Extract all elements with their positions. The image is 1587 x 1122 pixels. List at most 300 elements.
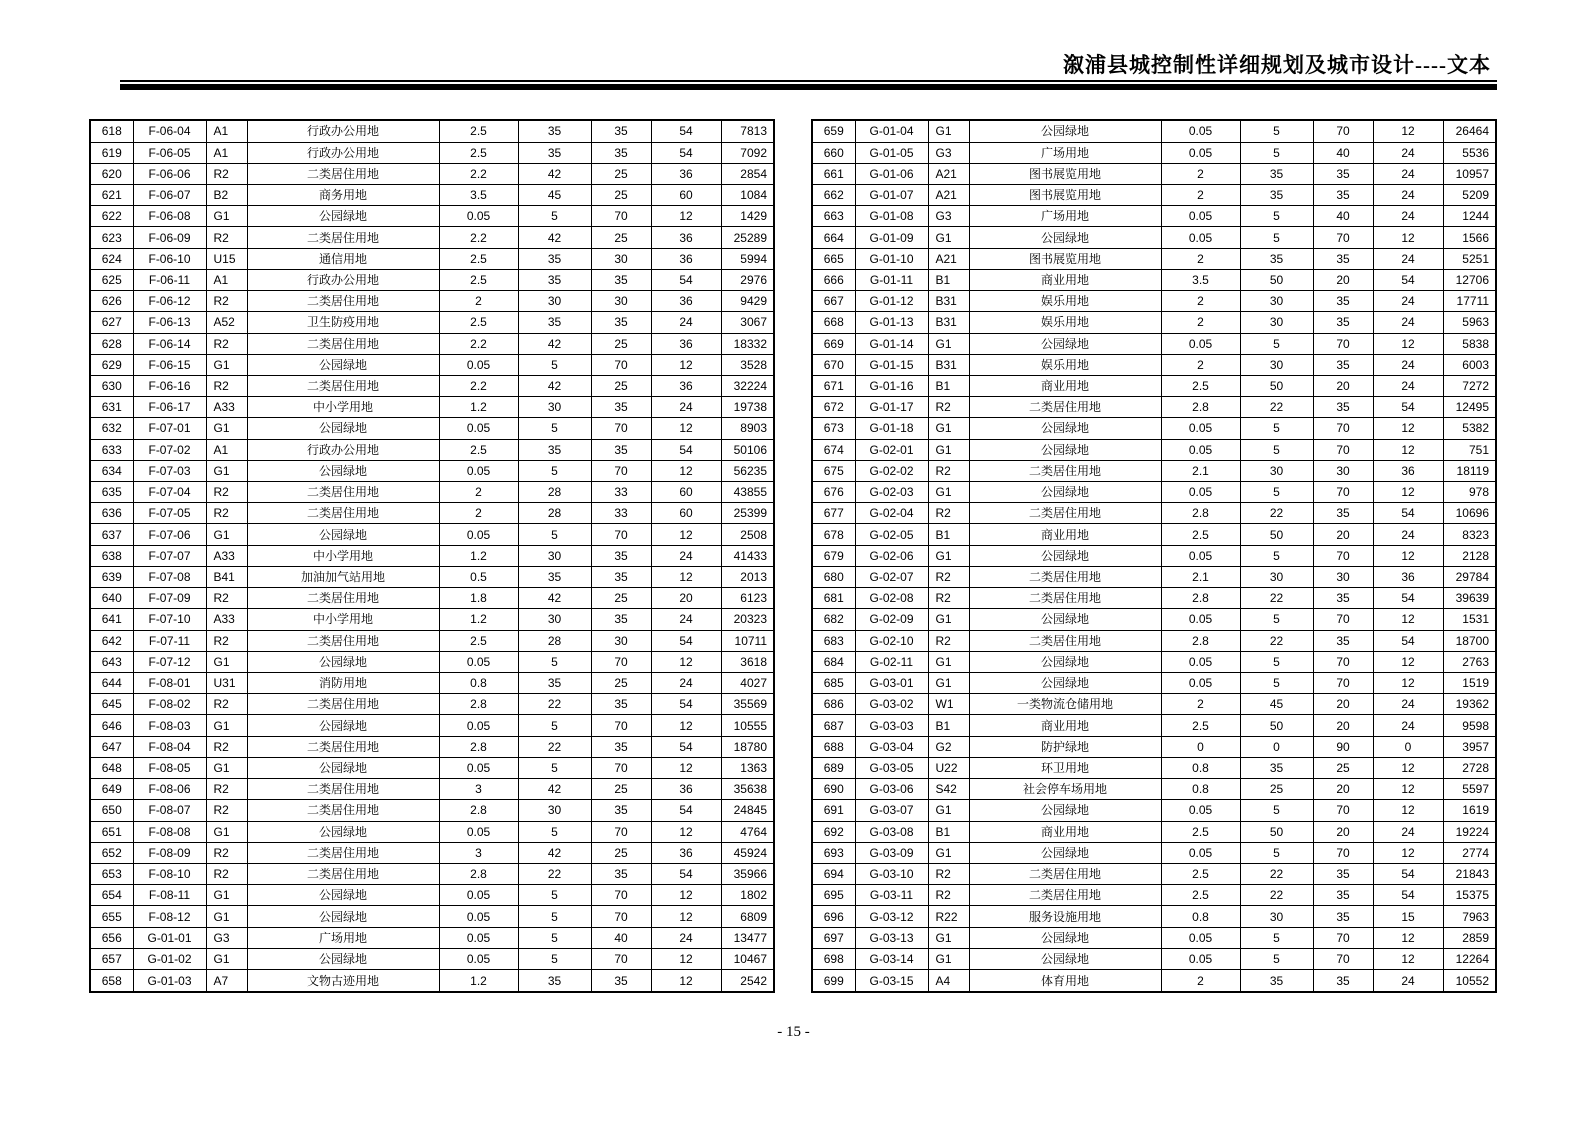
cell-row-number: 627 [90, 312, 133, 333]
cell-green-rate: 35 [591, 142, 651, 163]
table-row [90, 248, 774, 269]
cell-building-density: 42 [518, 333, 591, 354]
cell-land-area: 1429 [721, 206, 774, 227]
cell-height-limit: 12 [1373, 779, 1443, 800]
table-row [90, 503, 774, 524]
cell-building-density: 35 [518, 248, 591, 269]
cell-parcel-id: F-08-09 [133, 842, 206, 863]
cell-green-rate: 70 [591, 354, 651, 375]
cell-row-number: 673 [812, 418, 855, 439]
cell-green-rate: 35 [1313, 885, 1373, 906]
cell-land-area: 12495 [1443, 397, 1496, 418]
cell-building-density: 30 [518, 545, 591, 566]
cell-parcel-id: G-02-11 [855, 651, 928, 672]
cell-parcel-id: G-01-15 [855, 354, 928, 375]
cell-green-rate: 70 [591, 524, 651, 545]
cell-height-limit: 12 [651, 418, 721, 439]
cell-landuse-code: B2 [206, 184, 247, 205]
cell-building-density: 5 [1240, 418, 1313, 439]
cell-height-limit: 12 [651, 948, 721, 969]
cell-landuse-name: 中小学用地 [247, 397, 439, 418]
cell-land-area: 2774 [1443, 842, 1496, 863]
cell-row-number: 654 [90, 885, 133, 906]
cell-green-rate: 30 [591, 630, 651, 651]
cell-landuse-code: R2 [206, 800, 247, 821]
cell-row-number: 670 [812, 354, 855, 375]
cell-green-rate: 70 [1313, 948, 1373, 969]
cell-landuse-name: 公园绿地 [247, 524, 439, 545]
cell-landuse-name: 公园绿地 [969, 439, 1161, 460]
table-row [90, 142, 774, 163]
cell-landuse-code: G1 [206, 757, 247, 778]
cell-plot-ratio: 0.05 [439, 524, 518, 545]
cell-green-rate: 70 [1313, 418, 1373, 439]
cell-building-density: 22 [1240, 588, 1313, 609]
cell-landuse-name: 图书展览用地 [969, 163, 1161, 184]
table-row [90, 736, 774, 757]
cell-landuse-code: G1 [206, 948, 247, 969]
cell-landuse-name: 公园绿地 [969, 418, 1161, 439]
cell-land-area: 18119 [1443, 460, 1496, 481]
cell-land-area: 5536 [1443, 142, 1496, 163]
cell-land-area: 1244 [1443, 206, 1496, 227]
cell-plot-ratio: 1.2 [439, 970, 518, 992]
cell-land-area: 13477 [721, 927, 774, 948]
table-row [812, 120, 1496, 142]
cell-parcel-id: G-01-18 [855, 418, 928, 439]
cell-parcel-id: F-06-13 [133, 312, 206, 333]
cell-land-area: 6809 [721, 906, 774, 927]
cell-height-limit: 12 [1373, 120, 1443, 142]
cell-building-density: 35 [518, 566, 591, 587]
cell-green-rate: 25 [591, 779, 651, 800]
cell-land-area: 18780 [721, 736, 774, 757]
cell-row-number: 691 [812, 800, 855, 821]
table-row [90, 800, 774, 821]
table-row [812, 333, 1496, 354]
cell-landuse-code: G3 [928, 142, 969, 163]
cell-row-number: 641 [90, 609, 133, 630]
cell-plot-ratio: 2.5 [439, 439, 518, 460]
cell-row-number: 652 [90, 842, 133, 863]
cell-row-number: 676 [812, 482, 855, 503]
cell-landuse-code: G3 [928, 206, 969, 227]
cell-plot-ratio: 0.05 [439, 885, 518, 906]
cell-parcel-id: F-07-07 [133, 545, 206, 566]
cell-land-area: 50106 [721, 439, 774, 460]
cell-landuse-name: 商业用地 [969, 715, 1161, 736]
cell-parcel-id: G-01-13 [855, 312, 928, 333]
cell-height-limit: 12 [1373, 673, 1443, 694]
table-row [812, 248, 1496, 269]
cell-landuse-name: 公园绿地 [969, 948, 1161, 969]
cell-building-density: 50 [1240, 269, 1313, 290]
cell-parcel-id: G-03-05 [855, 757, 928, 778]
page-number: - 15 - [777, 1024, 810, 1040]
cell-building-density: 45 [518, 184, 591, 205]
cell-row-number: 644 [90, 673, 133, 694]
cell-land-area: 2013 [721, 566, 774, 587]
cell-landuse-name: 行政办公用地 [247, 120, 439, 142]
cell-green-rate: 70 [1313, 842, 1373, 863]
table-row [90, 906, 774, 927]
cell-building-density: 5 [518, 927, 591, 948]
cell-landuse-code: A33 [206, 545, 247, 566]
cell-building-density: 5 [518, 418, 591, 439]
cell-parcel-id: G-01-12 [855, 291, 928, 312]
cell-green-rate: 70 [1313, 609, 1373, 630]
cell-landuse-code: B1 [928, 715, 969, 736]
cell-row-number: 622 [90, 206, 133, 227]
cell-landuse-code: G1 [206, 206, 247, 227]
cell-row-number: 643 [90, 651, 133, 672]
cell-landuse-code: U31 [206, 673, 247, 694]
cell-height-limit: 12 [1373, 439, 1443, 460]
cell-green-rate: 35 [591, 269, 651, 290]
cell-landuse-name: 二类居住用地 [969, 863, 1161, 884]
cell-height-limit: 24 [651, 673, 721, 694]
cell-landuse-code: B31 [928, 354, 969, 375]
cell-row-number: 682 [812, 609, 855, 630]
cell-land-area: 10555 [721, 715, 774, 736]
cell-land-area: 15375 [1443, 885, 1496, 906]
cell-height-limit: 54 [651, 142, 721, 163]
table-row [90, 630, 774, 651]
cell-parcel-id: F-07-03 [133, 460, 206, 481]
cell-row-number: 669 [812, 333, 855, 354]
cell-building-density: 5 [1240, 142, 1313, 163]
cell-landuse-name: 公园绿地 [969, 927, 1161, 948]
cell-parcel-id: F-06-06 [133, 163, 206, 184]
table-row [90, 482, 774, 503]
cell-land-area: 26464 [1443, 120, 1496, 142]
cell-row-number: 647 [90, 736, 133, 757]
cell-landuse-code: R2 [928, 630, 969, 651]
table-row [90, 651, 774, 672]
cell-plot-ratio: 0.8 [439, 673, 518, 694]
table-row [812, 163, 1496, 184]
cell-row-number: 674 [812, 439, 855, 460]
cell-parcel-id: F-06-05 [133, 142, 206, 163]
table-row [812, 651, 1496, 672]
cell-green-rate: 30 [591, 291, 651, 312]
cell-green-rate: 70 [1313, 800, 1373, 821]
cell-row-number: 688 [812, 736, 855, 757]
cell-green-rate: 35 [591, 397, 651, 418]
table-row [90, 269, 774, 290]
table-row [90, 418, 774, 439]
cell-row-number: 623 [90, 227, 133, 248]
cell-green-rate: 70 [1313, 545, 1373, 566]
cell-parcel-id: G-02-06 [855, 545, 928, 566]
cell-green-rate: 70 [591, 757, 651, 778]
cell-height-limit: 36 [651, 291, 721, 312]
cell-plot-ratio: 0.05 [1161, 948, 1240, 969]
cell-height-limit: 54 [1373, 397, 1443, 418]
table-row [90, 948, 774, 969]
cell-landuse-name: 公园绿地 [969, 333, 1161, 354]
cell-height-limit: 12 [651, 651, 721, 672]
cell-landuse-name: 防护绿地 [969, 736, 1161, 757]
cell-plot-ratio: 0.05 [1161, 842, 1240, 863]
cell-landuse-code: R2 [928, 588, 969, 609]
cell-landuse-name: 商业用地 [969, 821, 1161, 842]
cell-landuse-code: R2 [928, 863, 969, 884]
cell-land-area: 1531 [1443, 609, 1496, 630]
cell-height-limit: 54 [1373, 863, 1443, 884]
cell-row-number: 637 [90, 524, 133, 545]
cell-height-limit: 24 [1373, 142, 1443, 163]
cell-row-number: 686 [812, 694, 855, 715]
cell-land-area: 5251 [1443, 248, 1496, 269]
cell-building-density: 5 [518, 524, 591, 545]
cell-green-rate: 25 [591, 333, 651, 354]
cell-land-area: 41433 [721, 545, 774, 566]
cell-landuse-code: R2 [206, 291, 247, 312]
cell-landuse-name: 二类居住用地 [969, 630, 1161, 651]
table-row [812, 566, 1496, 587]
cell-row-number: 697 [812, 927, 855, 948]
cell-building-density: 42 [518, 375, 591, 396]
cell-building-density: 5 [1240, 439, 1313, 460]
cell-land-area: 1802 [721, 885, 774, 906]
cell-landuse-name: 文物古迹用地 [247, 970, 439, 992]
cell-parcel-id: F-07-02 [133, 439, 206, 460]
cell-row-number: 638 [90, 545, 133, 566]
cell-plot-ratio: 2 [439, 482, 518, 503]
cell-land-area: 9429 [721, 291, 774, 312]
cell-green-rate: 30 [1313, 460, 1373, 481]
cell-land-area: 19738 [721, 397, 774, 418]
land-use-table-right [811, 119, 1497, 993]
cell-plot-ratio: 0.05 [1161, 206, 1240, 227]
cell-building-density: 5 [1240, 927, 1313, 948]
cell-green-rate: 35 [1313, 630, 1373, 651]
cell-building-density: 35 [1240, 757, 1313, 778]
cell-parcel-id: G-03-02 [855, 694, 928, 715]
cell-landuse-code: G3 [206, 927, 247, 948]
cell-landuse-code: A33 [206, 609, 247, 630]
cell-height-limit: 54 [651, 800, 721, 821]
cell-building-density: 5 [518, 906, 591, 927]
cell-landuse-code: R2 [206, 482, 247, 503]
cell-row-number: 662 [812, 184, 855, 205]
cell-landuse-code: G1 [928, 333, 969, 354]
cell-row-number: 619 [90, 142, 133, 163]
cell-landuse-name: 公园绿地 [247, 821, 439, 842]
cell-parcel-id: G-01-04 [855, 120, 928, 142]
cell-green-rate: 35 [591, 736, 651, 757]
cell-green-rate: 20 [1313, 375, 1373, 396]
cell-landuse-name: 公园绿地 [969, 609, 1161, 630]
cell-landuse-name: 二类居住用地 [247, 736, 439, 757]
cell-parcel-id: G-02-07 [855, 566, 928, 587]
cell-landuse-name: 二类居住用地 [247, 227, 439, 248]
cell-landuse-name: 中小学用地 [247, 609, 439, 630]
cell-landuse-name: 广场用地 [969, 206, 1161, 227]
cell-land-area: 10957 [1443, 163, 1496, 184]
cell-landuse-code: R2 [206, 630, 247, 651]
cell-land-area: 19224 [1443, 821, 1496, 842]
cell-land-area: 24845 [721, 800, 774, 821]
cell-landuse-name: 公园绿地 [247, 460, 439, 481]
cell-row-number: 653 [90, 863, 133, 884]
cell-land-area: 9598 [1443, 715, 1496, 736]
cell-green-rate: 20 [1313, 524, 1373, 545]
cell-land-area: 4027 [721, 673, 774, 694]
cell-land-area: 1363 [721, 757, 774, 778]
cell-plot-ratio: 0.05 [1161, 673, 1240, 694]
cell-land-area: 5994 [721, 248, 774, 269]
cell-green-rate: 35 [591, 439, 651, 460]
cell-parcel-id: G-01-16 [855, 375, 928, 396]
cell-row-number: 635 [90, 482, 133, 503]
cell-landuse-name: 二类居住用地 [247, 291, 439, 312]
cell-landuse-code: A7 [206, 970, 247, 992]
table-row [812, 375, 1496, 396]
cell-landuse-name: 图书展览用地 [969, 184, 1161, 205]
cell-building-density: 5 [518, 757, 591, 778]
cell-land-area: 43855 [721, 482, 774, 503]
cell-land-area: 25399 [721, 503, 774, 524]
cell-plot-ratio: 1.2 [439, 545, 518, 566]
table-row [90, 609, 774, 630]
cell-plot-ratio: 2.5 [1161, 524, 1240, 545]
table-row [90, 863, 774, 884]
cell-green-rate: 25 [591, 673, 651, 694]
cell-row-number: 694 [812, 863, 855, 884]
table-row [90, 715, 774, 736]
cell-land-area: 35569 [721, 694, 774, 715]
cell-height-limit: 12 [651, 821, 721, 842]
cell-height-limit: 24 [1373, 184, 1443, 205]
cell-row-number: 642 [90, 630, 133, 651]
cell-plot-ratio: 2.1 [1161, 460, 1240, 481]
cell-building-density: 22 [518, 736, 591, 757]
table-row [812, 227, 1496, 248]
table-row [812, 588, 1496, 609]
table-row [90, 397, 774, 418]
cell-parcel-id: G-03-07 [855, 800, 928, 821]
cell-parcel-id: F-06-11 [133, 269, 206, 290]
cell-plot-ratio: 0.05 [1161, 927, 1240, 948]
cell-parcel-id: F-08-01 [133, 673, 206, 694]
cell-row-number: 678 [812, 524, 855, 545]
cell-green-rate: 20 [1313, 715, 1373, 736]
cell-land-area: 978 [1443, 482, 1496, 503]
cell-building-density: 5 [1240, 948, 1313, 969]
cell-row-number: 659 [812, 120, 855, 142]
cell-row-number: 696 [812, 906, 855, 927]
cell-landuse-code: G1 [206, 885, 247, 906]
cell-green-rate: 70 [1313, 227, 1373, 248]
cell-land-area: 5382 [1443, 418, 1496, 439]
cell-building-density: 30 [518, 397, 591, 418]
cell-height-limit: 12 [1373, 948, 1443, 969]
cell-row-number: 628 [90, 333, 133, 354]
table-row [812, 524, 1496, 545]
cell-landuse-code: B1 [928, 269, 969, 290]
cell-green-rate: 35 [1313, 354, 1373, 375]
cell-height-limit: 12 [1373, 800, 1443, 821]
cell-land-area: 17711 [1443, 291, 1496, 312]
cell-green-rate: 25 [1313, 757, 1373, 778]
cell-landuse-code: R2 [206, 863, 247, 884]
cell-parcel-id: G-01-03 [133, 970, 206, 992]
cell-plot-ratio: 3.5 [439, 184, 518, 205]
table-row [812, 970, 1496, 992]
cell-landuse-code: R2 [206, 588, 247, 609]
cell-land-area: 10552 [1443, 970, 1496, 992]
cell-building-density: 30 [1240, 906, 1313, 927]
cell-plot-ratio: 2 [1161, 163, 1240, 184]
cell-parcel-id: F-08-11 [133, 885, 206, 906]
cell-parcel-id: F-07-10 [133, 609, 206, 630]
cell-building-density: 5 [518, 715, 591, 736]
cell-row-number: 680 [812, 566, 855, 587]
cell-parcel-id: F-06-15 [133, 354, 206, 375]
cell-height-limit: 24 [651, 545, 721, 566]
cell-land-area: 3618 [721, 651, 774, 672]
cell-landuse-code: R2 [206, 694, 247, 715]
table-row [812, 779, 1496, 800]
cell-plot-ratio: 2.5 [439, 269, 518, 290]
cell-parcel-id: G-03-08 [855, 821, 928, 842]
table-row [812, 397, 1496, 418]
cell-height-limit: 12 [1373, 651, 1443, 672]
header-rule-thick [120, 84, 1497, 90]
table-row [90, 927, 774, 948]
cell-green-rate: 20 [1313, 694, 1373, 715]
cell-parcel-id: F-08-04 [133, 736, 206, 757]
cell-land-area: 2542 [721, 970, 774, 992]
cell-height-limit: 24 [1373, 524, 1443, 545]
cell-building-density: 35 [1240, 163, 1313, 184]
cell-green-rate: 35 [1313, 163, 1373, 184]
cell-height-limit: 12 [1373, 757, 1443, 778]
cell-height-limit: 24 [651, 927, 721, 948]
cell-height-limit: 54 [651, 736, 721, 757]
cell-landuse-code: G1 [928, 651, 969, 672]
table-row [812, 736, 1496, 757]
cell-row-number: 665 [812, 248, 855, 269]
cell-height-limit: 24 [651, 397, 721, 418]
cell-row-number: 672 [812, 397, 855, 418]
cell-height-limit: 24 [651, 609, 721, 630]
cell-land-area: 45924 [721, 842, 774, 863]
cell-row-number: 685 [812, 673, 855, 694]
cell-landuse-name: 二类居住用地 [247, 482, 439, 503]
cell-land-area: 12264 [1443, 948, 1496, 969]
cell-building-density: 42 [518, 842, 591, 863]
table-row [90, 163, 774, 184]
cell-parcel-id: G-01-17 [855, 397, 928, 418]
cell-height-limit: 24 [1373, 375, 1443, 396]
cell-green-rate: 35 [1313, 863, 1373, 884]
cell-green-rate: 25 [591, 375, 651, 396]
cell-landuse-name: 广场用地 [247, 927, 439, 948]
cell-land-area: 7272 [1443, 375, 1496, 396]
cell-landuse-code: B1 [928, 375, 969, 396]
cell-green-rate: 35 [1313, 312, 1373, 333]
cell-landuse-code: G1 [206, 906, 247, 927]
cell-green-rate: 35 [1313, 397, 1373, 418]
cell-green-rate: 70 [1313, 439, 1373, 460]
cell-landuse-code: A21 [928, 163, 969, 184]
cell-row-number: 624 [90, 248, 133, 269]
cell-land-area: 39639 [1443, 588, 1496, 609]
cell-height-limit: 54 [1373, 588, 1443, 609]
